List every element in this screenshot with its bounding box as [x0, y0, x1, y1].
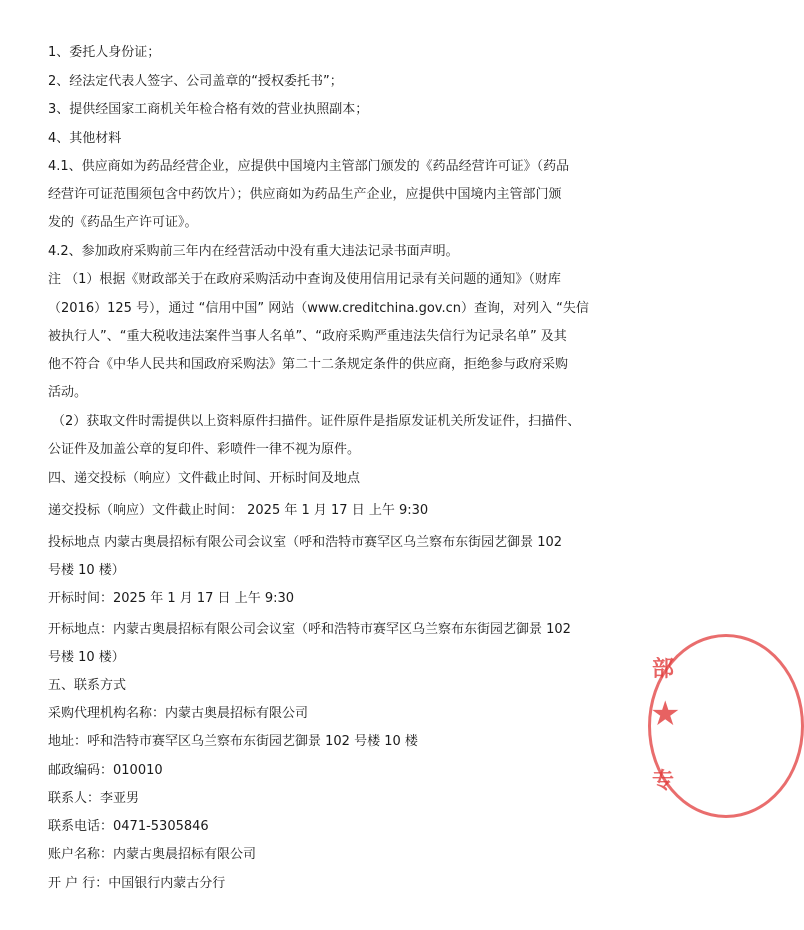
line-item-1: 1、委托人身份证； — [48, 45, 161, 60]
line-contact-phone: 联系电话：0471-5305846 — [48, 819, 209, 834]
line-agency-name: 采购代理机构名称：内蒙古奥晨招标有限公司 — [48, 706, 309, 721]
line-item-4-1-cont1: 经营许可证范围须包含中药饮片）；供应商如为药品生产企业，应提供中国境内主管部门颁 — [48, 187, 562, 202]
line-item-3: 3、提供经国家工商机关年检合格有效的营业执照副本； — [48, 102, 369, 117]
line-submit-deadline: 递交投标（响应）文件截止时间： 2025 年 1 月 17 日 上午 9:30 — [48, 503, 429, 518]
star-icon: ★ — [650, 694, 681, 734]
line-item-4-1-cont2: 发的《药品生产许可证》。 — [48, 215, 198, 230]
line-postcode: 邮政编码：010010 — [48, 763, 163, 778]
line-bid-location: 投标地点 内蒙古奥晨招标有限公司会议室（呼和浩特市赛罕区乌兰察布东街园艺御景 102 — [48, 535, 563, 550]
official-seal — [636, 628, 681, 818]
section-heading-5: 五、联系方式 — [48, 678, 127, 693]
line-note-1-cont2: 被执行人”、“重大税收违法案件当事人名单”、“政府采购严重违法失信行为记录名单” 及其 — [48, 329, 567, 344]
line-note-1: 注 （1）根据《财政部关于在政府采购活动中查询及使用信用记录有关问题的通知》（财库 — [48, 272, 561, 287]
line-open-location: 开标地点：内蒙古奥晨招标有限公司会议室（呼和浩特市赛罕区乌兰察布东街园艺御景 102 — [48, 622, 571, 637]
line-note-1-cont1: （2016）125 号），通过 “信用中国” 网站（www.creditchina.gov.cn）查询，对列入 “失信 — [48, 301, 589, 316]
line-bid-location-cont: 号楼 10 楼） — [48, 563, 125, 578]
line-address: 地址：呼和浩特市赛罕区乌兰察布东街园艺御景 102 号楼 10 楼 — [48, 734, 418, 749]
line-open-time: 开标时间：2025 年 1 月 17 日 上午 9:30 — [48, 591, 295, 606]
line-bank: 开 户 行：中国银行内蒙古分行 — [48, 876, 226, 891]
seal-text-top: 部 — [652, 657, 675, 682]
line-item-4-1: 4.1、供应商如为药品经营企业，应提供中国境内主管部门颁发的《药品经营许可证》（药品 — [48, 159, 570, 174]
line-contact-person: 联系人：李亚男 — [48, 791, 140, 806]
line-item-2: 2、经法定代表人签字、公司盖章的“授权委托书”； — [48, 74, 343, 89]
seal-text-bottom: 专 — [652, 769, 675, 794]
line-note-2-cont: 公证件及加盖公章的复印件、彩喷件一律不视为原件。 — [48, 442, 361, 457]
line-account-name: 账户名称：内蒙古奥晨招标有限公司 — [48, 847, 257, 862]
line-open-location-cont: 号楼 10 楼） — [48, 650, 125, 665]
line-item-4-2: 4.2、参加政府采购前三年内在经营活动中没有重大违法记录书面声明。 — [48, 244, 459, 259]
line-note-2: （2）获取文件时需提供以上资料原件扫描件。证件原件是指原发证机关所发证件，扫描件、 — [52, 414, 581, 429]
section-heading-4: 四、递交投标（响应）文件截止时间、开标时间及地点 — [48, 471, 361, 486]
line-note-1-cont3: 他不符合《中华人民共和国政府采购法》第二十二条规定条件的供应商，拒绝参与政府采购 — [48, 357, 569, 372]
line-item-4: 4、其他材料 — [48, 131, 122, 146]
line-note-1-cont4: 活动。 — [48, 385, 88, 400]
